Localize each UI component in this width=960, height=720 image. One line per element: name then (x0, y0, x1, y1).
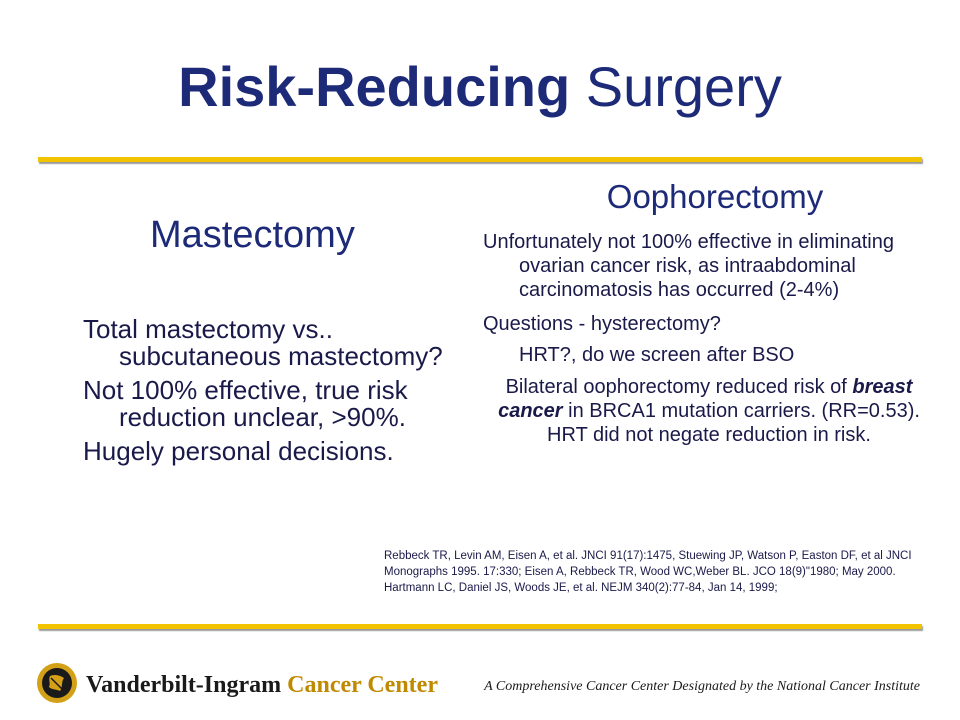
bso-finding-post: in BRCA1 mutation carriers. (RR=0.53). HRT did not negate reduction in risk. (547, 400, 920, 446)
brand-name-main: Vanderbilt-Ingram (86, 672, 288, 698)
brand-name-accent: Cancer Center (287, 672, 438, 698)
references: Rebbeck TR, Levin AM, Eisen A, et al. JNCI 91(17):1475, Stuewing JP, Watson P, Easton DF, et al JNCI Monographs 1995. 17:330; Eisen A, Rebbeck TR, Wood WC,Weber BL. JCO 18(9)"1980; May 2000. Hartmann LC, Daniel JS, Woods JE, et al. NEJM 340(2):77-84, Jan 14, 1999; (384, 550, 912, 594)
oophorectomy-questions: Questions - hysterectomy? (483, 313, 721, 335)
slide-title-bold: Risk-Reducing (178, 55, 571, 118)
oophorectomy-effectiveness: Unfortunately not 100% effective in eliminating ovarian cancer risk, as intraabdominal carcinomatosis has occurred (2-4%) (483, 231, 894, 301)
vanderbilt-oak-leaf-logo-icon (36, 662, 78, 704)
mastectomy-heading: Mastectomy (150, 214, 355, 256)
mastectomy-item: Total mastectomy vs.. subcutaneous mastectomy? (83, 314, 443, 371)
oophorectomy-bso-finding (475, 375, 943, 447)
oophorectomy-hrt-question: HRT?, do we screen after BSO (519, 344, 795, 366)
bottom-divider (38, 624, 922, 629)
mastectomy-item: Hugely personal decisions. (83, 436, 394, 466)
bso-finding-pre: Bilateral oophorectomy reduced risk of (505, 376, 853, 398)
mastectomy-item: Not 100% effective, true risk reduction unclear, >90%. (83, 375, 408, 432)
top-divider (38, 157, 922, 162)
oophorectomy-heading: Oophorectomy (606, 178, 824, 215)
brand-name (86, 672, 438, 699)
mastectomy-list (83, 316, 443, 472)
bso-finding-emphasis: breast cancer (498, 376, 913, 422)
slide-title-light: Surgery (585, 55, 782, 118)
oophorectomy-body (483, 230, 943, 447)
slide-title (0, 52, 960, 122)
footer-tagline: A Comprehensive Cancer Center Designated by the National Cancer Institute (484, 679, 920, 694)
